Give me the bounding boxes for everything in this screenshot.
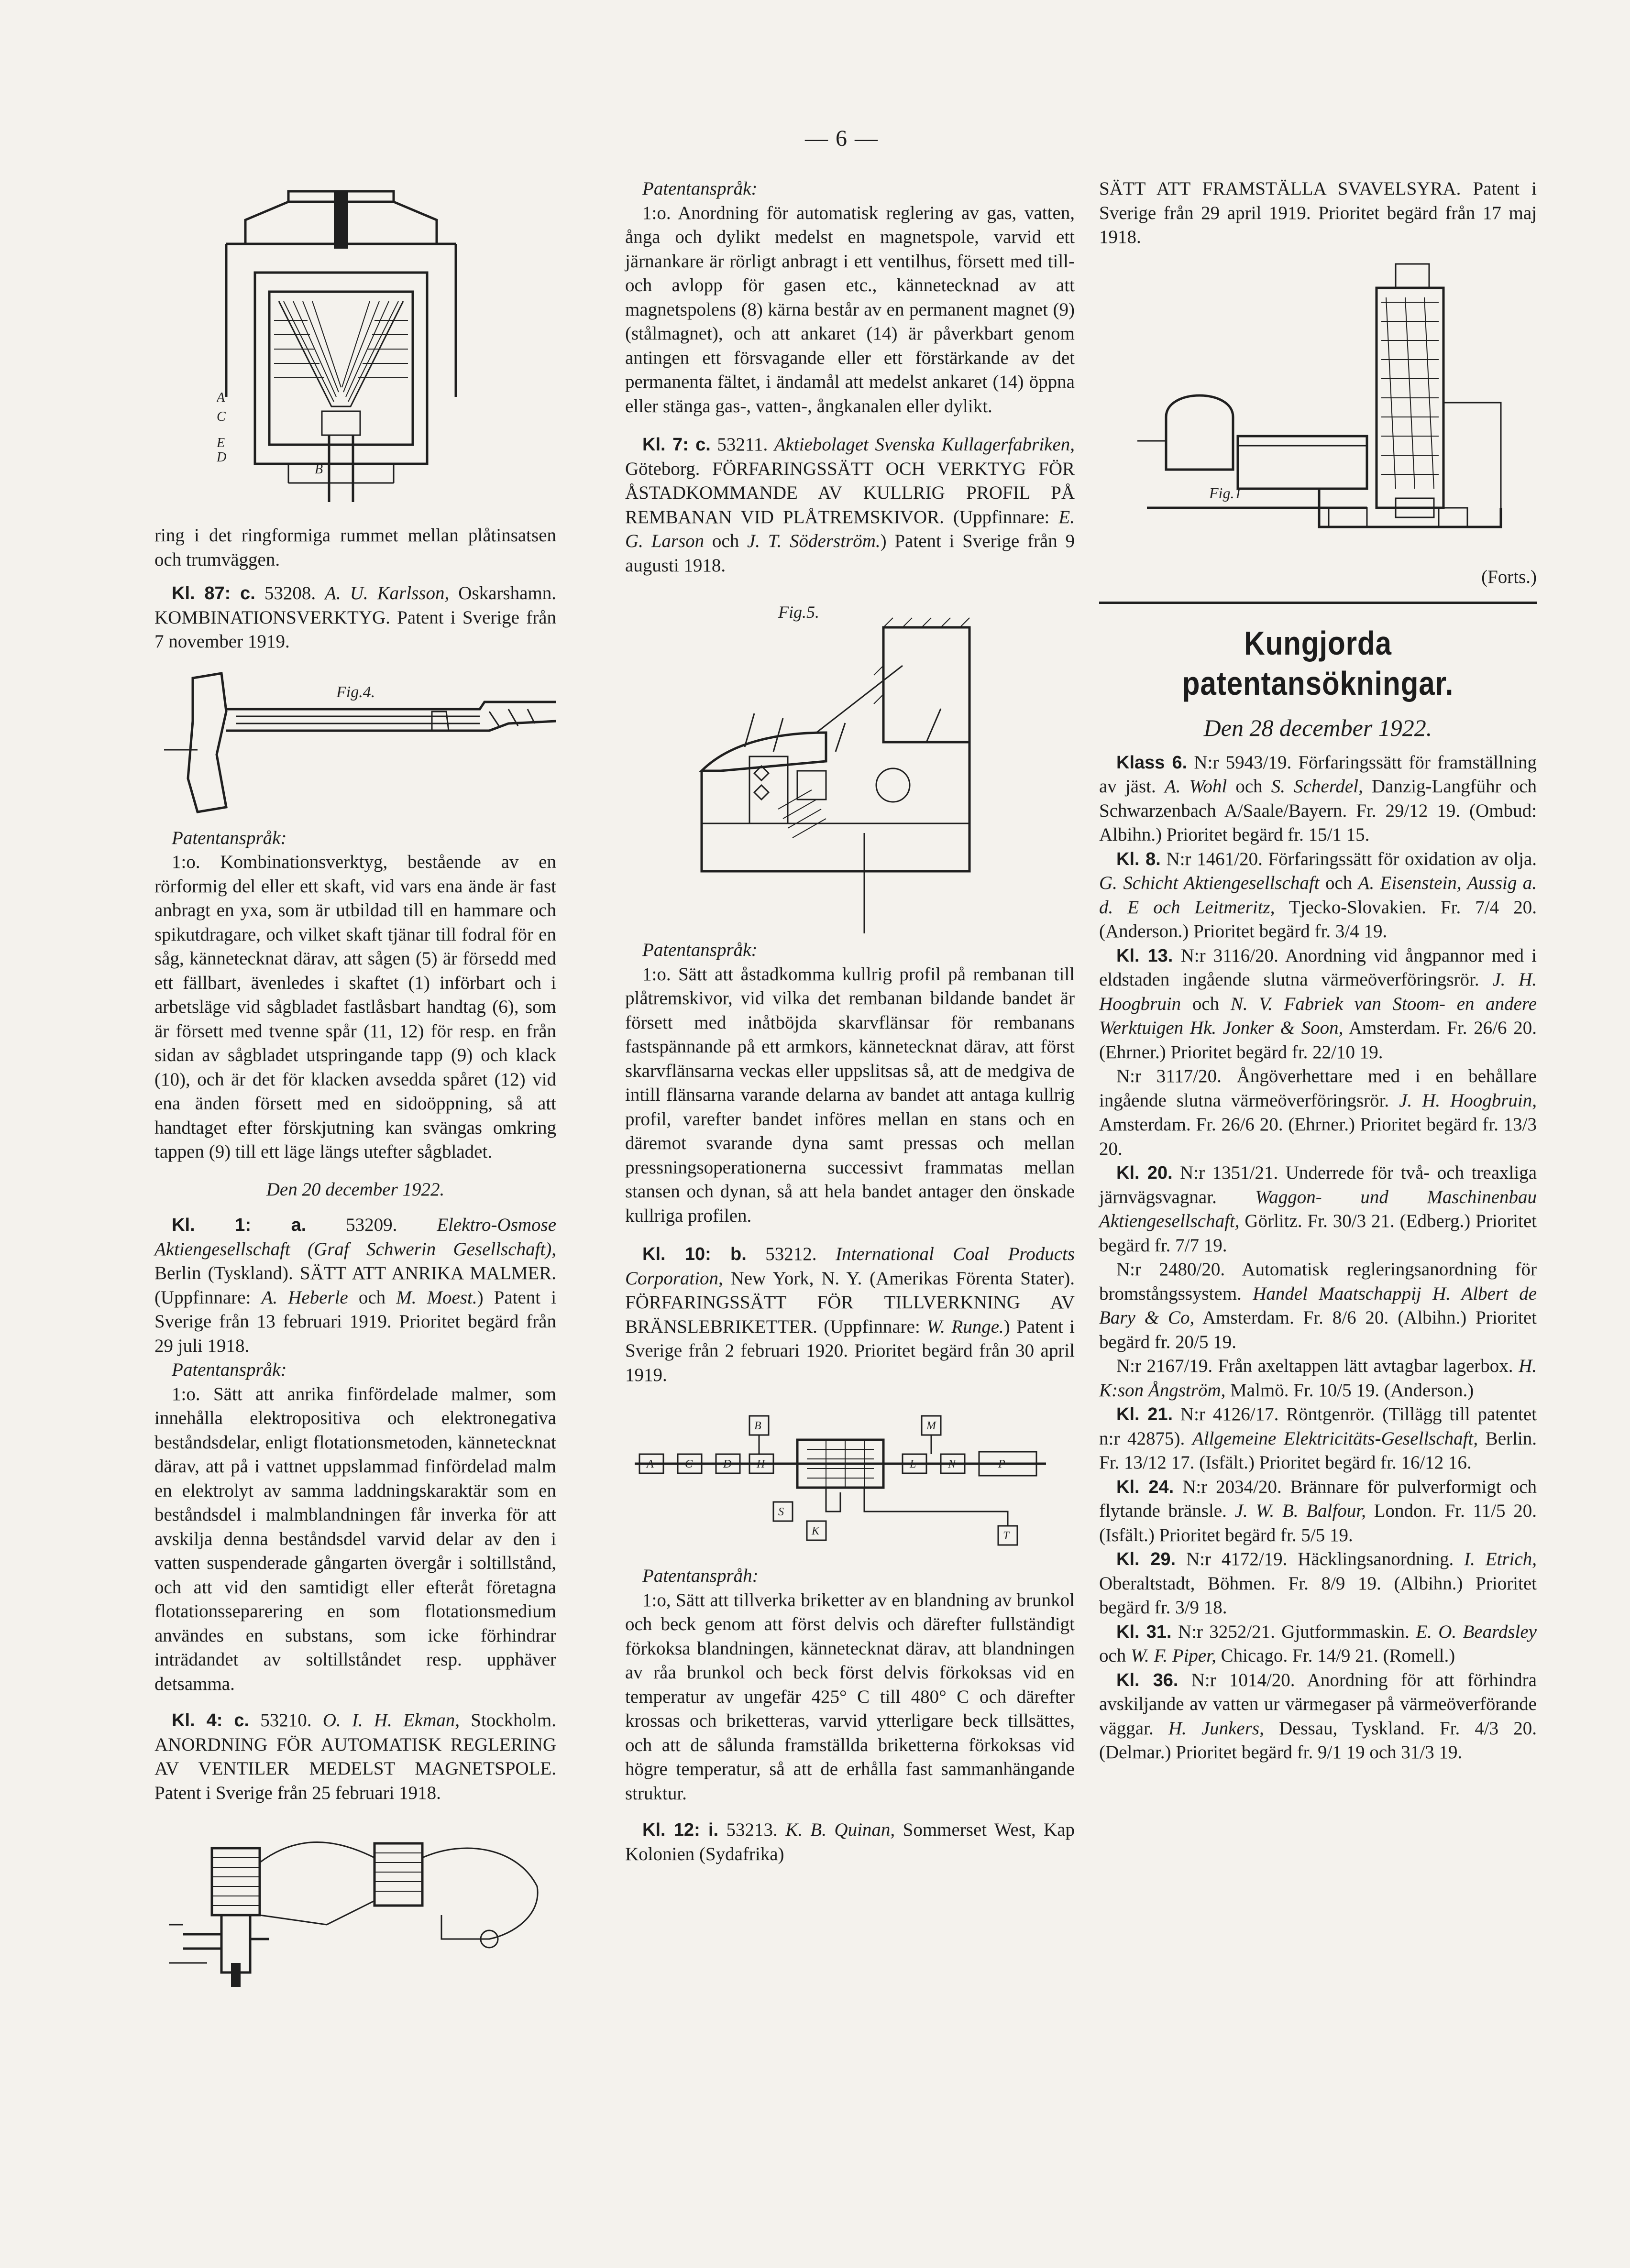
column-1 [154, 177, 556, 1992]
application-class: Kl. 24. [1116, 1477, 1174, 1497]
fig1-label-e: E [217, 436, 225, 450]
application-text: N:r 5943/19. Förfaringssätt för framställning av jäst. [1099, 752, 1537, 797]
application-text: N:r 4126/17. Röntgenrör. (Tillägg till patentet n:r 42875). [1099, 1404, 1537, 1449]
fig2-label: Fig.4. [336, 683, 375, 701]
fig4-label: Fig.5. [778, 603, 819, 622]
entry-53209-number: 53209. [346, 1215, 397, 1235]
application-details: London. Fr. 11/5 20. (Isfält.) Prioritet begärd fr. 5/5 19. [1099, 1501, 1537, 1545]
application-details: Amsterdam. Fr. 26/6 20. (Ehrner.) Prioritet begärd fr. 13/3 20. [1099, 1114, 1537, 1159]
fig5-label-a: A [647, 1458, 654, 1470]
application-class: Kl. 29. [1116, 1549, 1176, 1569]
application-applicant: E. O. Beardsley [1416, 1621, 1537, 1642]
entry-53211-inventor-1: E. G. Larson [625, 506, 1075, 551]
fig5-label-m: M [926, 1420, 936, 1432]
application-applicant-2: W. F. Piper, [1131, 1645, 1216, 1666]
application-and: och [1192, 993, 1220, 1014]
application-applicant: G. Schicht Aktiengesellschaft [1099, 873, 1320, 893]
application-entry [1099, 847, 1537, 944]
entry-53209-inventor-2: M. Moest. [396, 1287, 477, 1308]
entry-53212-text: New York, N. Y. (Amerikas Förenta Stater). FÖRFARINGSSÄTT FÖR TILLVERKNING AV BRÄNSLEBRIKETTER. (Uppfinnare: [625, 1268, 1075, 1337]
paragraph-ring: ring i det ringformiga rummet mellan plåtinsatsen och trumväggen. [154, 525, 556, 570]
entry-53213-class: Kl. 12: i. [642, 1820, 719, 1840]
application-text: N:r 2480/20. Automatisk regleringsanordning för bromstångssystem. [1099, 1259, 1537, 1304]
application-class: Kl. 13. [1116, 945, 1173, 966]
section-heading: Kungjorda patentansökningar. [1182, 625, 1454, 702]
magnet-valve-figure [154, 1819, 556, 1992]
application-applicant: H. Junkers, [1168, 1718, 1264, 1739]
fig5-label-b: B [754, 1420, 761, 1432]
application-text: N:r 4172/19. Häcklingsanordning. [1186, 1549, 1454, 1569]
column-3 [1099, 177, 1537, 1765]
application-entry [1099, 751, 1537, 847]
application-entry [1099, 1402, 1537, 1475]
application-applicant-2: A. Eisenstein, Aussig a. d. E och Leitmeritz, [1099, 873, 1537, 918]
application-applicant: Allgemeine Elektricitäts-Gesellschaft, [1192, 1428, 1478, 1449]
application-text: N:r 3252/21. Gjutformmaskin. [1178, 1621, 1410, 1642]
date-head-20-dec: Den 20 december 1922. [266, 1179, 445, 1200]
fig1-label-a: A [217, 390, 225, 405]
page-number: — 6 — [805, 126, 879, 151]
entry-53213-holder: K. B. Quinan, [785, 1819, 895, 1840]
application-entry [1099, 1547, 1537, 1620]
entry-53211-inventor-2: J. T. Söderström. [747, 531, 881, 551]
entry-53211-number: 53211. [717, 434, 768, 455]
entry-53208-number: 53208. [264, 583, 316, 603]
claim-head-3: Patentanspråk: [642, 178, 758, 199]
entry-53212-number: 53212. [765, 1244, 817, 1264]
application-entry [1099, 1161, 1537, 1258]
application-details: Berlin. Fr. 13/12 17. (Isfält.) Prioritet begärd fr. 16/12 16. [1099, 1428, 1537, 1473]
application-entry [1099, 1668, 1537, 1765]
entry-53209-class: Kl. 1: a. [172, 1215, 307, 1235]
fig6-label: Fig.1 [1209, 484, 1242, 502]
entry-53208-text: Oskarshamn. KOMBINATIONSVERKTYG. Patent i Sverige från 7 november 1919. [154, 583, 556, 652]
application-class: Kl. 8. [1116, 849, 1161, 869]
application-class: Kl. 21. [1116, 1404, 1173, 1424]
entry-53210-class: Kl. 4: c. [172, 1710, 250, 1731]
fig5-label-c: C [685, 1458, 693, 1470]
fig5-label-p: P [998, 1458, 1005, 1470]
section-date: Den 28 december 1922. [1203, 714, 1432, 741]
application-applicant: J. W. B. Balfour, [1234, 1501, 1366, 1521]
application-applicant: J. H. Hoogbruin, [1399, 1090, 1537, 1111]
entry-53210-holder: O. I. H. Ekman, [322, 1710, 460, 1731]
fig5-label-t: T [1003, 1530, 1010, 1542]
claim-head-1: Patentanspråk: [172, 827, 287, 848]
sulfuric-acid-apparatus-figure [1128, 259, 1530, 565]
entry-53211-text: Göteborg. FÖRFARINGSSÄTT OCH VERKTYG FÖR ÅSTADKOMMANDE AV KULLRIG PROFIL PÅ REMBANAN VID PLÅTREMSKIVOR. (Uppfinnare: [625, 458, 1075, 527]
application-details: Tjecko-Slovakien. Fr. 7/4 20. (Anderson.) Prioritet begärd fr. 3/4 19. [1099, 897, 1537, 942]
entry-53209-and: och [358, 1287, 386, 1308]
application-applicant: A. Wohl [1164, 776, 1227, 797]
paragraph-sulfuric-acid: SÄTT ATT FRAMSTÄLLA SVAVELSYRA. Patent i Sverige från 29 april 1919. Prioritet begärd från 17 maj 1918. [1099, 178, 1537, 247]
entry-53213 [625, 1818, 1075, 1866]
application-applicant-2: S. Scherdel, [1271, 776, 1363, 797]
application-entry [1099, 944, 1537, 1065]
application-details: Dessau, Tyskland. Fr. 4/3 20. (Delmar.) Prioritet begärd fr. 9/1 19 och 31/3 19. [1099, 1718, 1537, 1763]
briquette-flow-figure [625, 1406, 1075, 1550]
application-and: och [1235, 776, 1263, 797]
application-details: Görlitz. Fr. 30/3 21. (Edberg.) Prioritet begärd fr. 7/7 19. [1099, 1211, 1537, 1256]
application-text: N:r 3116/20. Anordning vid ångpannor med i eldstaden ingående slutna värmeöverföringsrör. [1099, 945, 1537, 990]
application-applicant: J. H. Hoogbruin [1099, 969, 1537, 1014]
entry-53210 [154, 1709, 556, 1805]
combination-tool-figure [154, 664, 556, 822]
claim-text-3: 1:o. Anordning för automatisk reglering av gas, vatten, ånga och dylikt medelst en magnetspole, varvid ett järnankare är rörligt anbragt i ett ventilhus, försett med till- och avlopp för gasen etc., kännetecknad av att magnetspolens (8) kärna består av en permanent magnet (9) (stålmagnet), och att ankaret (14) är påverkbart genom antingen ett försvagande eller ett förstärkande av det permanenta fältet, i ändamål att medelst ankaret (14) öppna eller stänga gas-, vatten-, ångkanalen eller dylikt. [625, 202, 1075, 416]
application-and: och [1099, 1645, 1126, 1666]
fig5-label-d: D [723, 1458, 732, 1470]
fig1-label-c: C [217, 409, 226, 424]
application-applicant-2: N. V. Fabriek van Stoom- en andere Werktuigen Hk. Jonker & Soon, [1099, 993, 1537, 1038]
entry-53210-number: 53210. [260, 1710, 312, 1731]
application-entry [1099, 1258, 1537, 1354]
column-2 [625, 177, 1075, 1866]
application-applicant: H. K:son Ångström, [1099, 1356, 1537, 1401]
entry-53208-holder: A. U. Karlsson, [325, 583, 450, 603]
fig1-label-d: D [217, 450, 227, 465]
application-entry [1099, 1064, 1537, 1161]
application-applicant: Handel Maatschappij H. Albert de Bary & Co, [1099, 1283, 1537, 1328]
entry-53212-holder: International Coal Products Corporation, [625, 1244, 1075, 1289]
entry-53209-inventor-1: A. Heberle [261, 1287, 348, 1308]
application-details: Oberaltstadt, Böhmen. Fr. 8/9 19. (Albihn.) Prioritet begärd fr. 3/9 18. [1099, 1573, 1537, 1618]
entry-53211-and: och [712, 531, 739, 551]
claim-text-1: 1:o. Kombinationsverktyg, bestående av en rörformig del eller ett skaft, vid vars ena ände är fast anbragt en yxa, som är utbildad till en hammare och spikutdragare, och vilket skaft tjänar till fodral för en såg, kännetecknat därav, att sågen (5) är försedd med ett fällbart, ävenledes i skaftet (1) införbart och i arbetsläge vid sågbladet fastlåsbart handtag (6), som är försett med tvenne spår (11, 12) för resp. en från sidan av sågbladet utspringande tapp (9) och klack (10), och är det för klacken avsedda spåret (12) vid ena änden försett med en sidoöppning, så att handtaget efter förskjutning kan svängas omkring tappen (9) till ett läge längs utefter sågbladet. [154, 852, 556, 1162]
application-details: Malmö. Fr. 10/5 19. (Anderson.) [1230, 1380, 1474, 1401]
entry-53211-class: Kl. 7: c. [642, 435, 711, 455]
entry-53211 [625, 433, 1075, 578]
claim-head-5: Patentanspråh: [642, 1566, 759, 1586]
entry-53210-text: Stockholm. ANORDNING FÖR AUTOMATISK REGLERING AV VENTILER MEDELST MAGNETSPOLE. Patent i Sverige från 25 februari 1918. [154, 1710, 557, 1803]
application-applicant: I. Etrich, [1464, 1549, 1537, 1569]
application-entry [1099, 1354, 1537, 1402]
entry-53211-text-2: ) Patent i Sverige från 9 augusti 1918. [625, 531, 1075, 576]
application-class: Kl. 31. [1116, 1622, 1172, 1642]
entry-53212-inventor-1: W. Runge. [926, 1316, 1004, 1337]
application-class: Klass 6. [1116, 752, 1188, 773]
entry-53213-text: Sommerset West, Kap Kolonien (Sydafrika) [625, 1819, 1075, 1864]
claim-text-4: 1:o. Sätt att åstadkomma kullrig profil på rembanan till plåtremskivor, vid vilka det rembanan bildande bandet är försett med inåtböjda skarvflänsar för rembanans fastspännande på ett armkors, kännetecknat därav, att först skarvflänsarna veckas eller uppslitsas så, att de medgiva de intill flänsarna varande delarna av bandet att antaga kullrig profil, varefter bandet införes mellan en stans och en däremot svarande dyna samt pressas och mellan pressningsoperationerna successivt frammatas mellan stansen och dynan, så att hela bandet antager den önskade kullriga profilen. [625, 964, 1075, 1226]
entry-53209-text-2: ) Patent i Sverige från 13 februari 1919. Prioritet begärd från 29 juli 1918. [154, 1287, 557, 1356]
application-details: Amsterdam. Fr. 26/6 20. (Ehrner.) Prioritet begärd fr. 22/10 19. [1099, 1018, 1537, 1063]
application-text: N:r 2034/20. Brännare för pulverformigt och flytande bränsle. [1099, 1476, 1537, 1521]
section-rule [1099, 602, 1537, 604]
application-text: N:r 2167/19. Från axeltappen lätt avtagbar lagerbox. [1116, 1356, 1513, 1376]
application-class: Kl. 36. [1116, 1670, 1178, 1690]
entry-53209-text: Berlin (Tyskland). SÄTT ATT ANRIKA MALMER. (Uppfinnare: [154, 1263, 556, 1308]
fig5-label-k: K [812, 1525, 820, 1537]
application-class: Kl. 20. [1116, 1163, 1173, 1183]
continued-note: (Forts.) [1481, 566, 1537, 587]
application-entry [1099, 1620, 1537, 1668]
fig5-label-n: N [948, 1458, 956, 1470]
entry-53208 [154, 581, 556, 654]
entry-53209 [154, 1213, 556, 1358]
application-text: N:r 1014/20. Anordning för att förhindra avskiljande av vatten ur värmegaser på värmeöverförande väggar. [1099, 1669, 1537, 1739]
claim-head-2: Patentanspråk: [172, 1359, 287, 1380]
entry-53209-holder: Elektro-Osmose Aktiengesellschaft (Graf Schwerin Gesellschaft), [154, 1215, 557, 1260]
fig5-label-l: L [910, 1458, 916, 1470]
claim-text-2: 1:o. Sätt att anrika finfördelade malmer, som innehålla elektropositiva och elektronegativa beståndsdelar, enligt flotationsmetoden, kännetecknat därav, att på i vattnet uppslammad finfördelad malm en elektrolyt av samma laddningskaraktär som en beståndsdel i malmblandningen får inverka för att avskilja denna beståndsdel varvid delar av den i vatten suspenderade gångarten övergår i soltillstånd, och att vid den samtidigt eller efteråt företagna flotationsseparering en som flotationsmedium användes en substans, som icke förhindrar inträdandet av soltillståndet resp. upphäver detsamma. [154, 1383, 556, 1694]
entry-53212 [625, 1242, 1075, 1387]
application-text: N:r 1351/21. Underrede för två- och treaxliga järnvägsvagnar. [1099, 1162, 1537, 1207]
entry-53212-class: Kl. 10: b. [642, 1244, 747, 1264]
application-details: Danzig-Langführ och Schwarzenbach A/Saale/Bayern. Fr. 29/12 19. (Ombud: Albihn.) Prioritet begärd fr. 15/1 15. [1099, 776, 1537, 845]
application-and: och [1325, 873, 1353, 893]
application-details: Amsterdam. Fr. 8/6 20. (Albihn.) Prioritet begärd fr. 20/5 19. [1099, 1307, 1537, 1352]
entry-53211-holder: Aktiebolaget Svenska Kullagerfabriken, [774, 434, 1075, 455]
application-text: N:r 1461/20. Förfaringssätt för oxidation av olja. [1166, 848, 1537, 869]
fig5-label-s: S [778, 1506, 784, 1518]
application-details: Chicago. Fr. 14/9 21. (Romell.) [1221, 1645, 1455, 1666]
entry-53213-number: 53213. [726, 1819, 778, 1840]
application-entry [1099, 1475, 1537, 1548]
entry-53212-text-2: ) Patent i Sverige från 2 februari 1920. Prioritet begärd från 30 april 1919. [625, 1316, 1075, 1385]
application-list [1099, 751, 1537, 1765]
claim-text-5: 1:o, Sätt att tillverka briketter av en blandning av brunkol och beck genom att först delvis och därefter fullständigt förkoksa blandningen, kännetecknat därav, att blandningen av råa brunkol och beck först delvis förkoksas vid en temperatur av ungefär 425° C till 480° C och därefter krossas och briketteras, varvid ytterligare beck tillsättes, och att de sålunda framställda briketterna förkoksas vid högre temperatur, så att de erhålla fast sammanhängande struktur. [625, 1589, 1075, 1804]
fig5-label-h: H [757, 1458, 765, 1470]
application-text: N:r 3117/20. Ångöverhettare med i en behållare ingående slutna värmeöverföringsrör. [1099, 1066, 1537, 1111]
centrifuge-figure [217, 177, 465, 512]
fig1-label-b: B [315, 462, 323, 477]
entry-53208-class: Kl. 87: c. [172, 583, 255, 603]
application-applicant: Waggon- und Maschinenbau Aktiengesellschaft, [1099, 1186, 1537, 1231]
claim-head-4: Patentanspråk: [642, 940, 758, 960]
pulley-tool-figure [625, 589, 1075, 933]
